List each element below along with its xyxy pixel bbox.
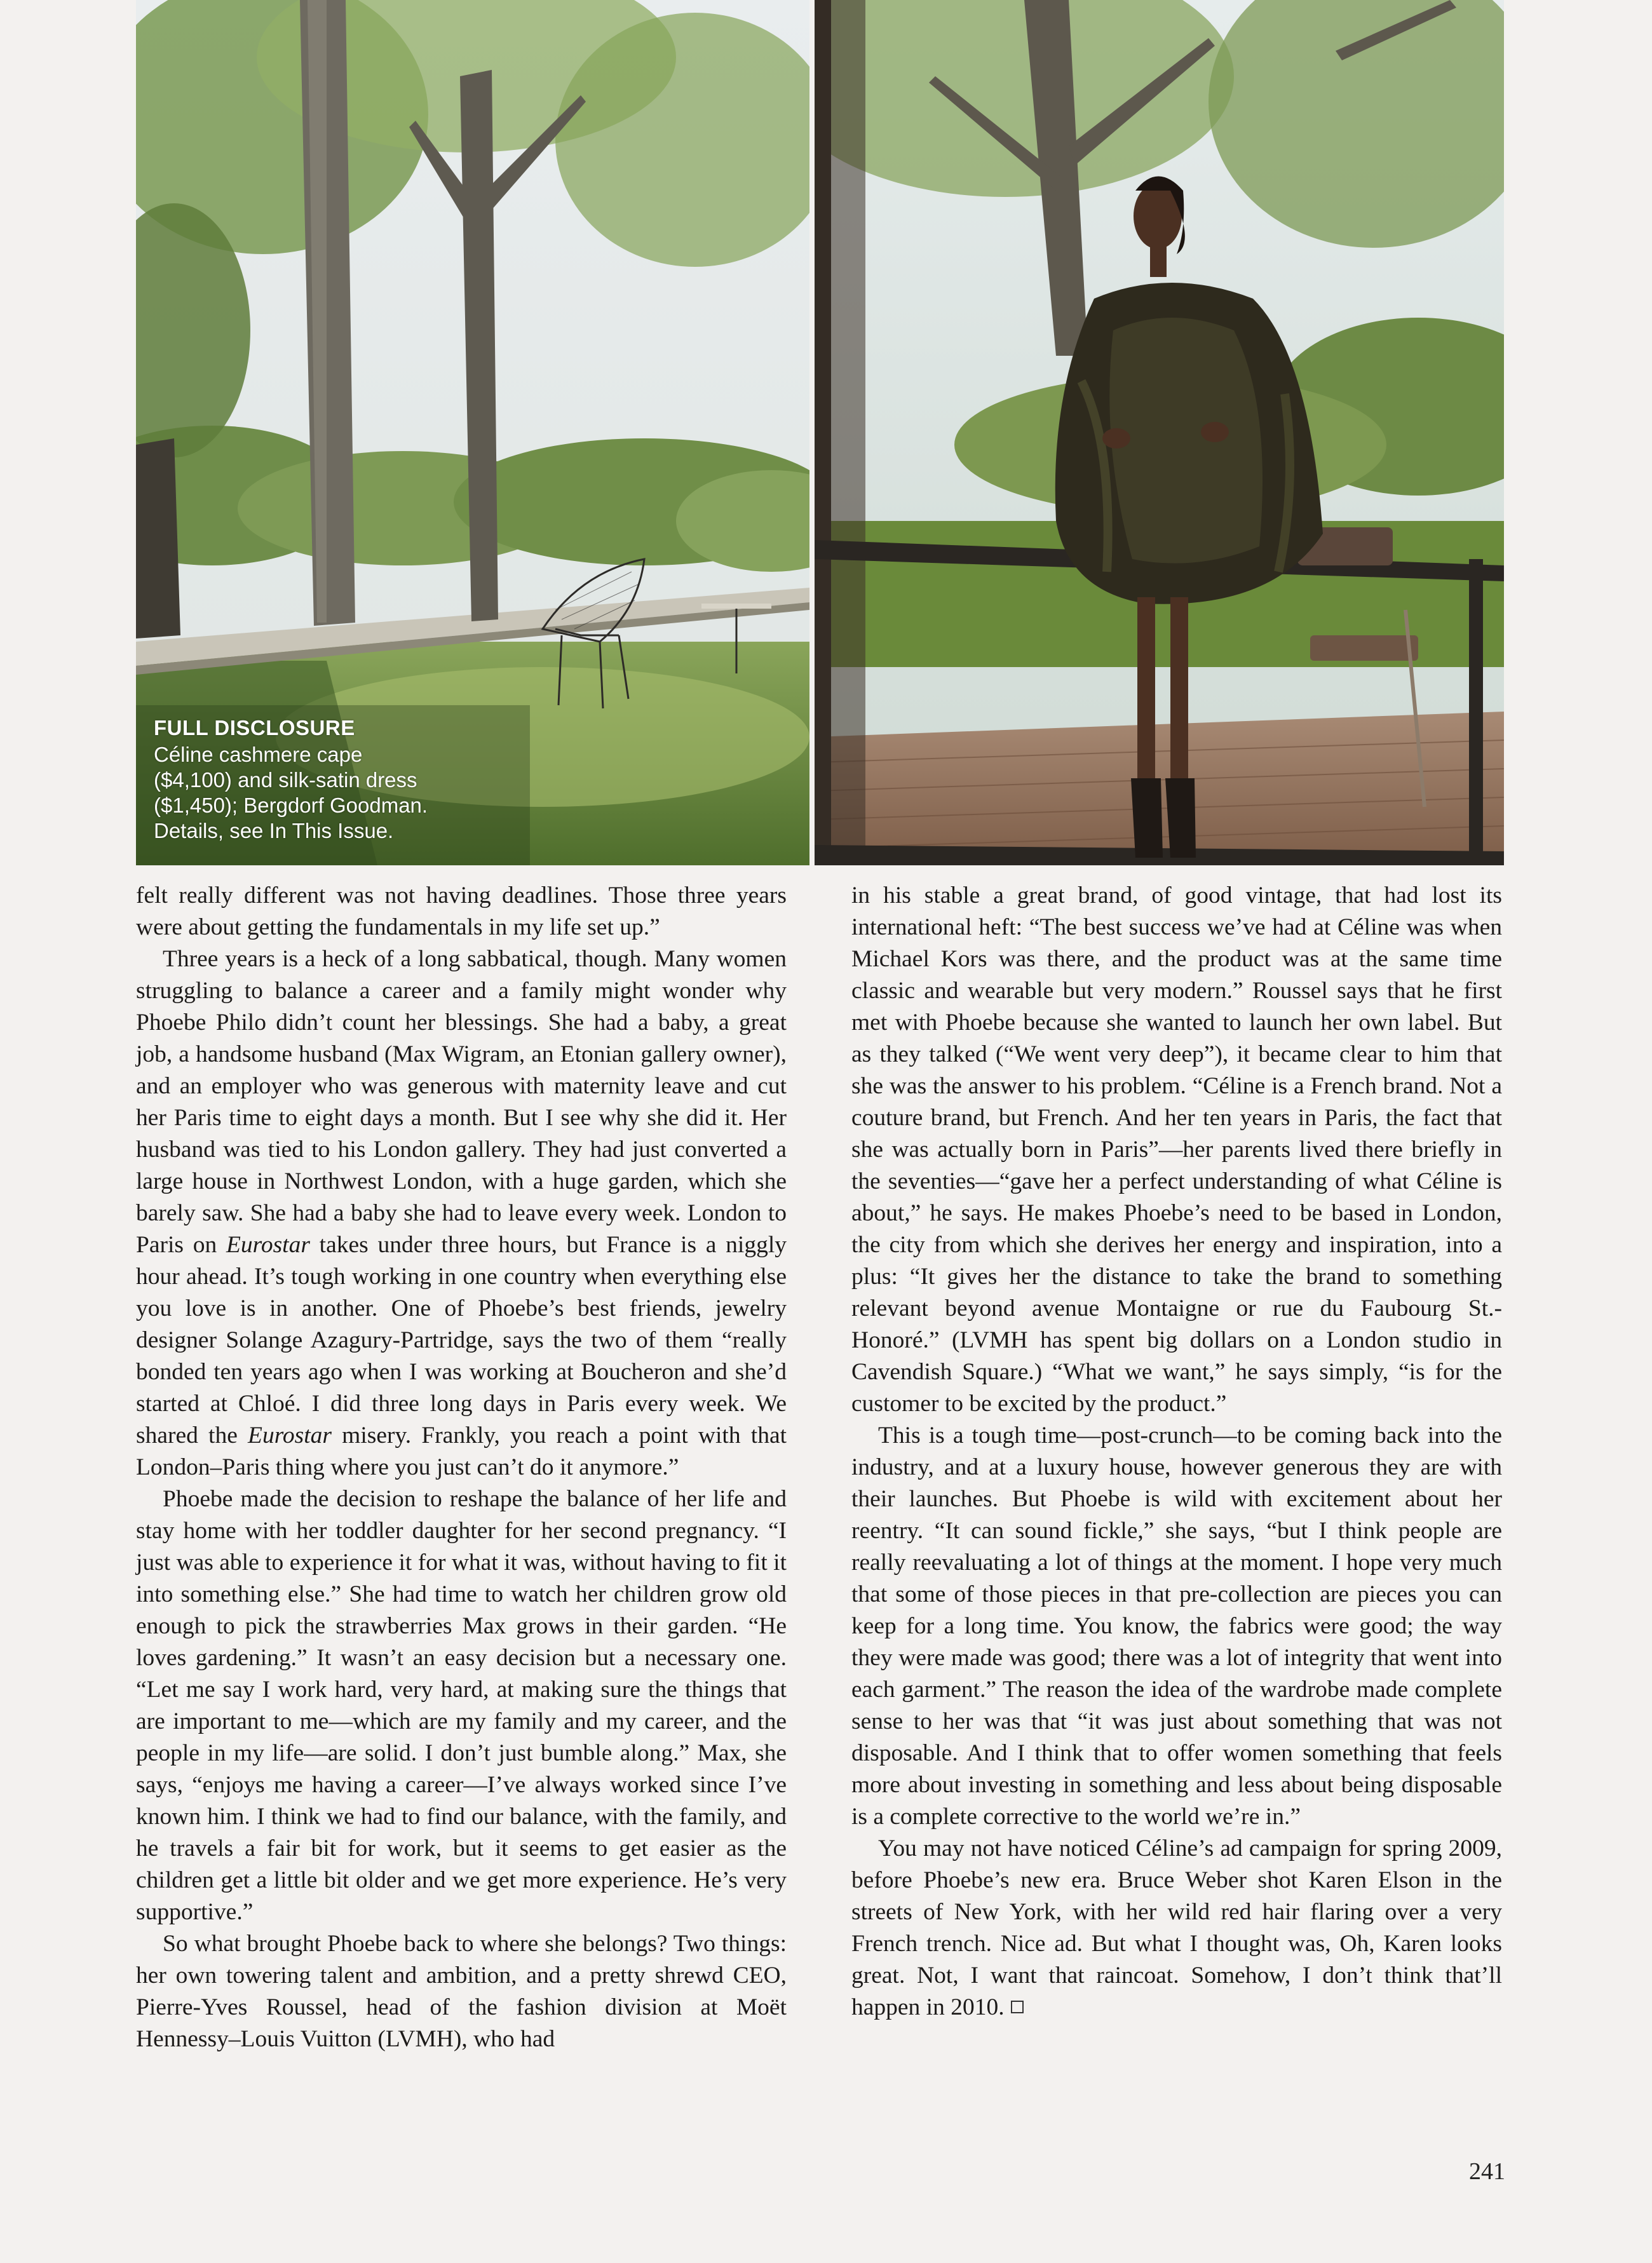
photo-caption xyxy=(154,715,484,844)
article-column-left xyxy=(136,880,787,2055)
photo-model-glass-house xyxy=(815,0,1504,865)
article-column-right xyxy=(851,880,1502,2023)
caption-body: Céline cashmere cape ($4,100) and silk-satin dress ($1,450); Bergdorf Goodman. Details, see In This Issue. xyxy=(154,743,428,842)
paragraph-text: You may not have noticed Céline’s ad campaign for spring 2009, before Phoebe’s new era. Bruce Weber shot Karen Elson in the streets of New York, with her wild red hair flaring over a very French trench. Nice ad. But what I thought was, Oh, Karen looks great. Not, I want that raincoat. Somehow, I don’t think that’ll happen in 2010. xyxy=(851,1835,1502,2020)
paragraph: in his stable a great brand, of good vintage, that had lost its international heft: “The best success we’ve had at Céline was when Michael Kors was there, and the product was at the same time classic and wearable but very modern.” Roussel says that he first met with Phoebe because she wanted to launch her own label. But as they talked (“We went very deep”), it became clear to him that she was the answer to his problem. “Céline is a French brand. Not a couture brand, but French. And her ten years in Paris, the fact that she was actually born in Paris”—her parents lived there briefly in the seventies—“gave her a perfect understanding of what Céline is about,” he says. He makes Phoebe’s need to be based in London, the city from which she derives her energy and inspiration, into a plus: “It gives her the distance to take the brand to something relevant beyond avenue Montaigne or rue du Faubourg St.-Honoré.” (LVMH has spent big dollars on a London studio in Cavendish Square.) “What we want,” he says simply, “is for the customer to be excited by the product.” xyxy=(851,882,1502,1417)
paragraph: So what brought Phoebe back to where she belongs? Two things: her own towering talent and ambition, and a pretty shrewd CEO, Pierre-Yves Roussel, head of the fashion division at Moët Hennessy–Louis Vuitton (LVMH), who had xyxy=(136,1931,787,2052)
italic-title: Eurostar xyxy=(248,1422,332,1449)
paragraph: Phoebe made the decision to reshape the balance of her life and stay home with her toddler daughter for her second pregnancy. “I just was able to experience it for what it was, without having to fit it into something else.” She had time to watch her children grow old enough to pick the strawberries Max grows in their garden. “He loves gardening.” It wasn’t an easy decision but a necessary one. “Let me say I work hard, very hard, at making sure the things that are important to me—which are my family and my career, and the people in my life—are solid. I don’t just bumble along.” Max, she says, “enjoys me having a career—I’ve always worked since I’ve known him. I think we had to find our balance, with the family, and he travels a fair bit for work, but it seems to get easier as the children get a little bit older and we get more experience. He’s very supportive.” xyxy=(136,1486,787,1925)
italic-title: Eurostar xyxy=(226,1232,310,1258)
paragraph: This is a tough time—post-crunch—to be coming back into the industry, and at a luxury house, however generous they are with their launches. But Phoebe is wild with excitement about her reentry. “It can sound fickle,” she says, “but I think people are really reevaluating a lot of things at the moment. I hope very much that some of those pieces in that pre-collection are pieces you can keep for a long time. You know, the fabrics were good; the way they were made was good; there was a lot of integrity that went into each garment.” The reason the idea of the wardrobe made complete sense to her was that “it was just about something that was not disposable. And I think that to offer women something that feels more about investing in something and less about being disposable is a complete corrective to the world we’re in.” xyxy=(851,1422,1502,1830)
end-mark-icon xyxy=(1011,2001,1024,2013)
paragraph xyxy=(851,1833,1502,2023)
paragraph: Three years is a heck of a long sabbatical, though. Many women struggling to balance a career and a family might wonder why Phoebe Philo didn’t count her blessings. She had a baby, a great job, a handsome husband (Max Wigram, an Etonian gallery owner), and an employer who was generous with maternity leave and cut her Paris time to eight days a month. But I see why she did it. Her husband was tied to his London gallery. They had just converted a large house in Northwest London, with a huge garden, which she barely saw. She had a baby she had to leave every week. London to Paris on Eurostar takes under three hours, but France is a niggly hour ahead. It’s tough working in one country when everything else you love is in another. One of Phoebe’s best friends, jewelry designer Solange Azagury-Partridge, says the two of them “really bonded ten years ago when I was working at Boucheron and she’d started at Chloé. I did three long days in Paris every week. We shared the Eurostar misery. Frankly, you reach a point with that London–Paris thing where you just can’t do it anymore.” xyxy=(136,946,787,1480)
paragraph: felt really different was not having deadlines. Those three years were about getting the fundamentals in my life set up.” xyxy=(136,882,787,940)
page-number: 241 xyxy=(1469,2158,1505,2185)
caption-title: FULL DISCLOSURE xyxy=(154,716,355,740)
